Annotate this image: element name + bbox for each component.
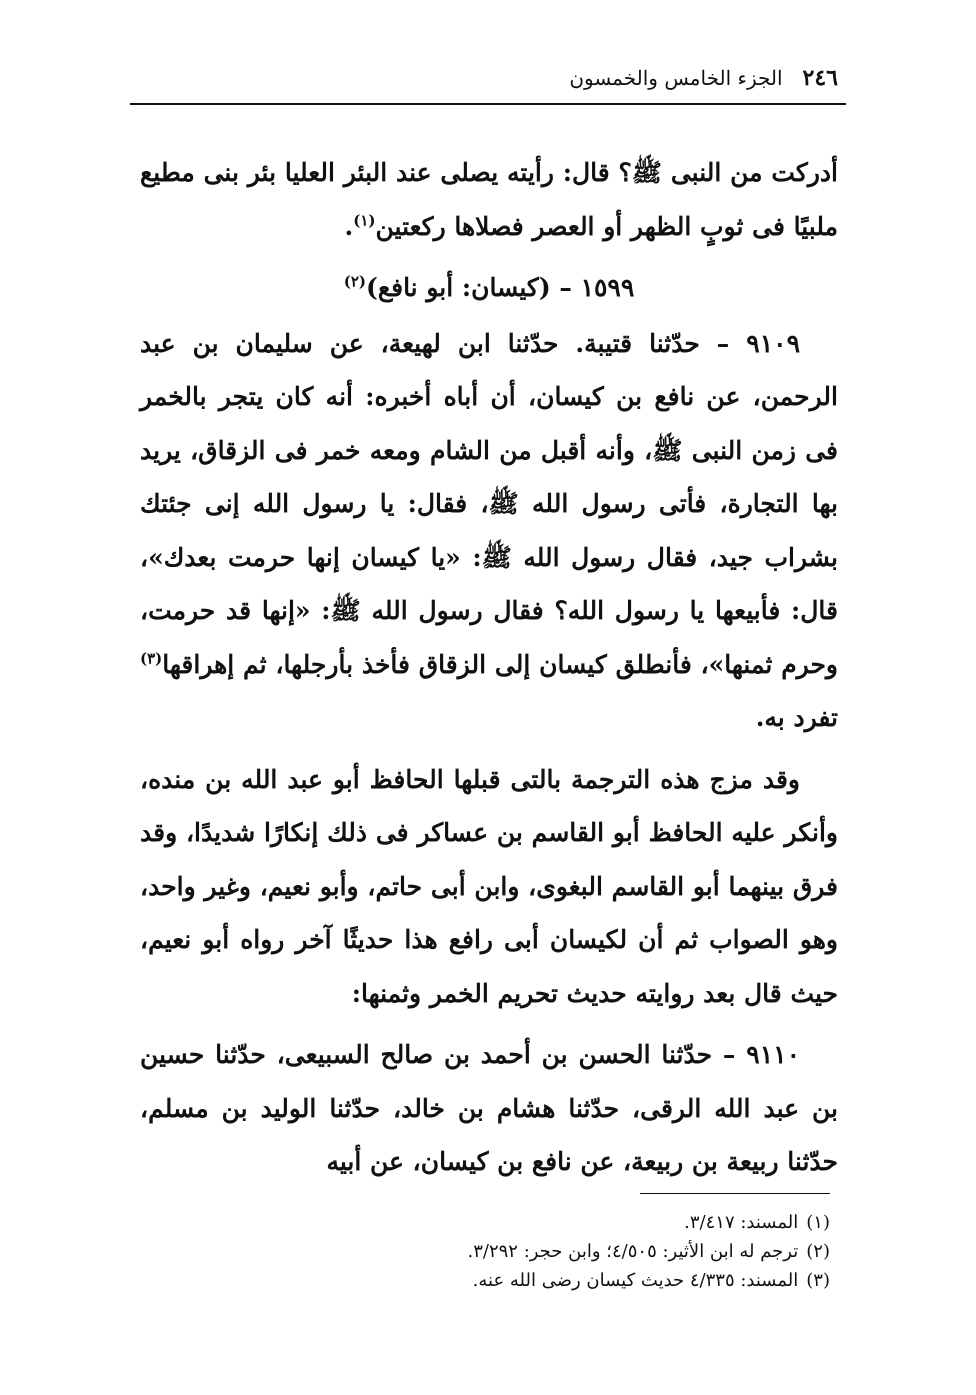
footnote-3 <box>140 1266 830 1295</box>
section-title-text: ١٥٩٩ – (كيسان: أبو نافع) <box>365 273 635 302</box>
footnote-3-marker: (٣) <box>806 1270 830 1291</box>
book-page <box>140 0 838 1395</box>
paragraph-hadith-9110: ٩١١٠ – حدّثنا الحسن بن أحمد بن صالح السبيعى، حدّثنا حسين بن عبد الله الرقى، حدّثنا هشام بن خالد، حدّثنا الوليد بن مسلم، حدّثنا ربيعة بن ربيعة، عن نافع بن كيسان، عن أبيه <box>140 1040 838 1176</box>
footnote-1-text: المسند: ٣/٤١٧. <box>684 1212 799 1233</box>
footnote-rule <box>640 1193 830 1194</box>
hadith-9109-text: ٩١٠٩ – حدّثنا قتيبة. حدّثنا ابن لهيعة، عن سليمان بن عبد الرحمن، عن نافع بن كيسان، أن أباه أخبره: أنه كان يتجر بالخمر فى زمن النبى ﷺ، وأنه أقبل من الشام ومعه خمر فى الزقاق، يريد بها التجارة، فأتى رسول الله ﷺ، فقال: يا رسول الله إنى جئتك بشراب جيد، فقال رسول الله ﷺ: «يا كيسان إنها حرمت بعدك»، قال: فأبيعها يا رسول الله؟ فقال رسول الله ﷺ: «إنها قد حرمت، وحرم ثمنها»، فأنطلق كيسان إلى الزقاق فأخذ بأرجلها، ثم إهراقها <box>140 328 838 679</box>
header-rule <box>130 103 846 105</box>
footnotes <box>140 1208 830 1295</box>
footnote-1-marker: (١) <box>806 1212 830 1233</box>
footnote-ref-3: (٣) <box>140 649 163 668</box>
paragraph-commentary: وقد مزج هذه الترجمة بالتى قبلها الحافظ أبو عبد الله بن منده، وأنكر عليه الحافظ أبو القاسم بن عساكر فى ذلك إنكارًا شديدًا، وقد فرق بينهما أبو القاسم البغوى، وابن أبى حاتم، وأبو نعيم، وغير واحد، وهو الصواب ثم أن لكيسان أبى رافع هذا حديثًا آخر رواه أبو نعيم، حيث قال بعد روايته حديث تحريم الخمر وثمنها: <box>140 764 839 1008</box>
paragraph-1-end: . <box>344 211 354 241</box>
running-title: الجزء الخامس والخمسون <box>569 66 783 90</box>
footnote-ref-2: (٢) <box>343 272 366 291</box>
footnote-ref-1: (١) <box>353 211 376 230</box>
footnote-3-text: المسند: ٤/٣٣٥ حديث كيسان رضى الله عنه. <box>472 1270 799 1291</box>
footnote-2-text: ترجم له ابن الأثير: ٤/٥٠٥؛ وابن حجر: ٣/٢٩٢. <box>467 1241 799 1262</box>
main-text <box>140 146 838 1189</box>
page-header <box>140 58 838 98</box>
hadith-9109-end: تفرد به. <box>755 703 838 732</box>
footnote-1 <box>140 1208 830 1237</box>
footnote-2-marker: (٢) <box>806 1241 830 1262</box>
section-title <box>140 261 838 315</box>
paragraph-hadith-9109 <box>140 317 838 745</box>
page-number: ٢٤٦ <box>802 65 838 91</box>
footnote-2 <box>140 1237 830 1266</box>
paragraph-1-text: أدركت من النبى ﷺ؟ قال: رأيته يصلى عند البئر العليا بئر بنى مطيع ملبيًا فى ثوبٍ الظهر أو العصر فصلاها ركعتين <box>140 158 838 241</box>
paragraph-1 <box>140 146 838 253</box>
